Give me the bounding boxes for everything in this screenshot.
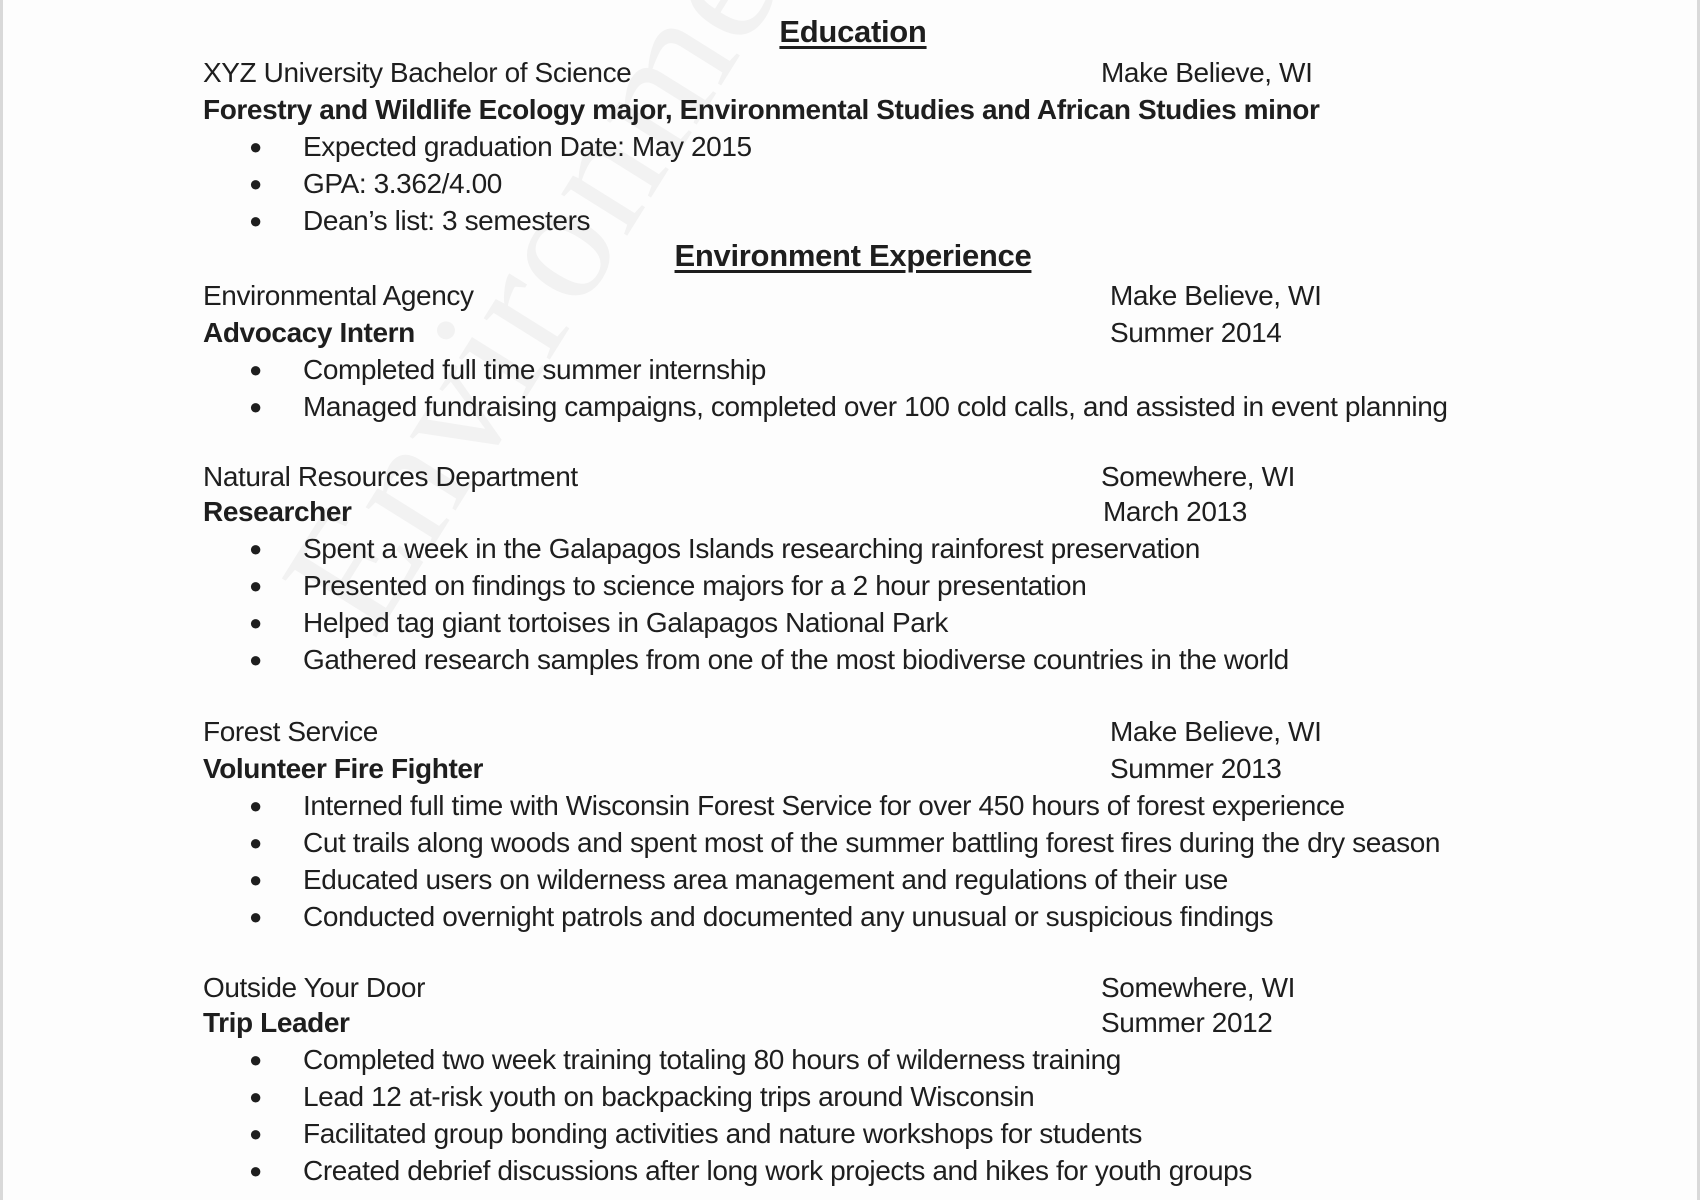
- job-location: Make Believe, WI: [1110, 280, 1322, 311]
- bullet-icon: ●: [249, 904, 262, 929]
- bullet-icon: ●: [249, 134, 262, 159]
- bullet-icon: ●: [249, 357, 262, 382]
- bullet-icon: ●: [249, 647, 262, 672]
- job-organization: Outside Your Door: [203, 972, 426, 1003]
- job-date: Summer 2012: [1101, 1007, 1273, 1038]
- job-organization: Environmental Agency: [203, 280, 474, 311]
- job-date: March 2013: [1103, 496, 1247, 527]
- education-bullet: ● Expected graduation Date: May 2015: [249, 131, 752, 162]
- job-bullet: ● Lead 12 at-risk youth on backpacking trips around Wisconsin: [249, 1081, 1035, 1112]
- job-bullet: ● Completed full time summer internship: [249, 354, 766, 385]
- bullet-icon: ●: [249, 573, 262, 598]
- bullet-icon: ●: [249, 830, 262, 855]
- bullet-icon: ●: [249, 171, 262, 196]
- job-date: Summer 2013: [1110, 753, 1282, 784]
- bullet-icon: ●: [249, 867, 262, 892]
- experience-heading: Environment Experience: [674, 238, 1032, 273]
- education-school: XYZ University Bachelor of Science: [203, 57, 632, 88]
- job-bullet: ● Interned full time with Wisconsin Forest Service for over 450 hours of forest experience: [249, 790, 1345, 821]
- job-bullet: ● Gathered research samples from one of the most biodiverse countries in the world: [249, 644, 1289, 675]
- job-title: Volunteer Fire Fighter: [203, 753, 484, 784]
- bullet-icon: ●: [249, 793, 262, 818]
- job-title: Trip Leader: [203, 1007, 350, 1038]
- job-date: Summer 2014: [1110, 317, 1282, 348]
- education-heading: Education: [779, 14, 927, 49]
- job-bullet: ● Spent a week in the Galapagos Islands researching rainforest preservation: [249, 533, 1200, 564]
- job-bullet: ● Helped tag giant tortoises in Galapagos National Park: [249, 607, 948, 638]
- bullet-icon: ●: [249, 1158, 262, 1183]
- job-bullet: ● Managed fundraising campaigns, completed over 100 cold calls, and assisted in event planning: [249, 391, 1448, 422]
- job-bullet: ● Completed two week training totaling 80 hours of wilderness training: [249, 1044, 1121, 1075]
- education-bullet: ● Dean’s list: 3 semesters: [249, 205, 591, 236]
- bullet-icon: ●: [249, 208, 262, 233]
- bullet-icon: ●: [249, 610, 262, 635]
- job-bullet: ● Conducted overnight patrols and documented any unusual or suspicious findings: [249, 901, 1274, 932]
- job-bullet: ● Facilitated group bonding activities and nature workshops for students: [249, 1118, 1142, 1149]
- job-location: Somewhere, WI: [1101, 972, 1295, 1003]
- job-organization: Natural Resources Department: [203, 461, 578, 492]
- bullet-icon: ●: [249, 1121, 262, 1146]
- bullet-icon: ●: [249, 1084, 262, 1109]
- job-location: Somewhere, WI: [1101, 461, 1295, 492]
- job-bullet: ● Cut trails along woods and spent most of the summer battling forest fires during the dry season: [249, 827, 1441, 858]
- education-bullet: ● GPA: 3.362/4.00: [249, 168, 502, 199]
- education-location: Make Believe, WI: [1101, 57, 1313, 88]
- job-bullet: ●Created debrief discussions after long work projects and hikes for youth groups: [249, 1155, 1252, 1186]
- job-bullet: ● Educated users on wilderness area management and regulations of their use: [249, 864, 1228, 895]
- education-major: Forestry and Wildlife Ecology major, Environmental Studies and African Studies minor: [203, 94, 1320, 125]
- job-title: Advocacy Intern: [203, 317, 415, 348]
- bullet-icon: ●: [249, 394, 262, 419]
- bullet-icon: ●: [249, 1047, 262, 1072]
- job-bullet: ● Presented on findings to science majors for a 2 hour presentation: [249, 570, 1087, 601]
- bullet-icon: ●: [249, 536, 262, 561]
- job-title: Researcher: [203, 496, 352, 527]
- job-organization: Forest Service: [203, 716, 378, 747]
- job-location: Make Believe, WI: [1110, 716, 1322, 747]
